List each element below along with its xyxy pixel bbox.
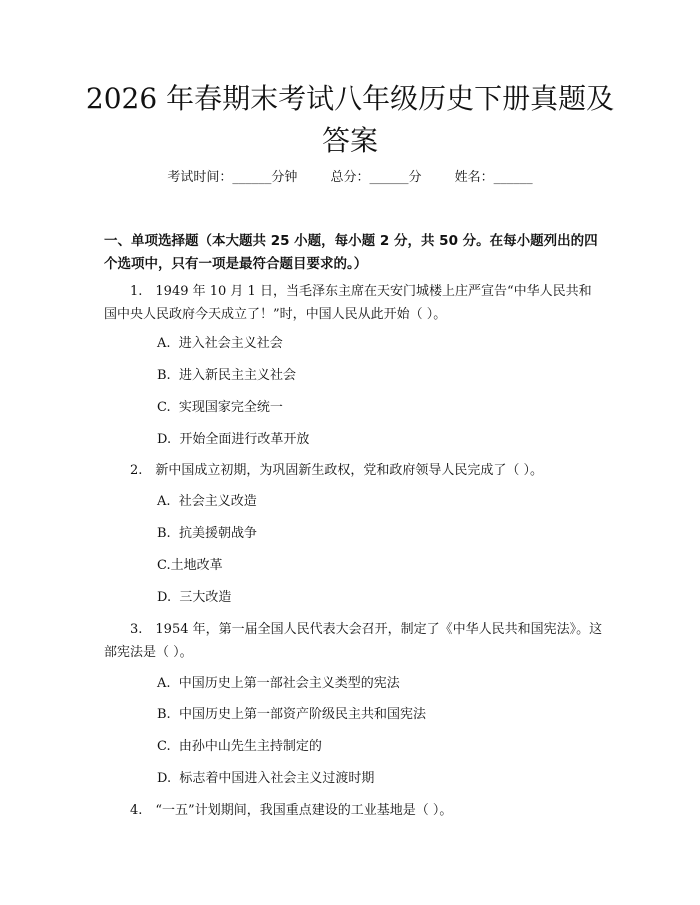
question-2-option-a: A. 社会主义改造 bbox=[157, 494, 257, 509]
student-name-field: 姓名：______ bbox=[454, 170, 533, 185]
question-2-option-b: B. 抗美援朝战争 bbox=[157, 526, 257, 541]
question-2-option-c: C.土地改革 bbox=[157, 558, 223, 573]
exam-time-field: 考试时间：______分钟 bbox=[167, 170, 298, 185]
question-3-option-a: A. 中国历史上第一部社会主义类型的宪法 bbox=[157, 676, 400, 691]
question-1-option-c: C. 实现国家完全统一 bbox=[157, 400, 283, 415]
page-title: 2026 年春期末考试八年级历史下册真题及答案 bbox=[85, 82, 615, 157]
question-1-option-b: B. 进入新民主主义社会 bbox=[157, 368, 296, 383]
section-heading: 一、单项选择题（本大题共 25 小题，每小题 2 分，共 50 分。在每小题列出的四个选项中，只有一项是最符合题目要求的。） bbox=[104, 233, 598, 272]
question-3-option-d: D. 标志着中国进入社会主义过渡时期 bbox=[157, 771, 375, 786]
question-2-option-d: D. 三大改造 bbox=[157, 590, 232, 605]
question-4: 4. “一五”计划期间，我国重点建设的工业基地是（ ）。 bbox=[130, 803, 453, 818]
total-score-field: 总分：______分 bbox=[330, 170, 422, 185]
question-3-option-c: C. 由孙中山先生主持制定的 bbox=[157, 739, 322, 754]
question-1-option-a: A. 进入社会主义社会 bbox=[157, 336, 283, 351]
question-1-option-d: D. 开始全面进行改革开放 bbox=[157, 432, 310, 447]
question-3-option-b: B. 中国历史上第一部资产阶级民主共和国宪法 bbox=[157, 707, 426, 722]
question-1: 1. 1949 年 10 月 1 日，当毛泽东主席在天安门城楼上庄严宣告“中华人民共和国中央人民政府今天成立了！”时，中国人民从此开始（ ）。 bbox=[104, 284, 592, 322]
question-2: 2. 新中国成立初期，为巩固新生政权，党和政府领导人民完成了（ ）。 bbox=[130, 463, 544, 478]
exam-info-line bbox=[0, 168, 700, 188]
question-3: 3. 1954 年，第一届全国人民代表大会召开，制定了《中华人民共和国宪法》。这部宪法是（ ）。 bbox=[104, 622, 603, 660]
